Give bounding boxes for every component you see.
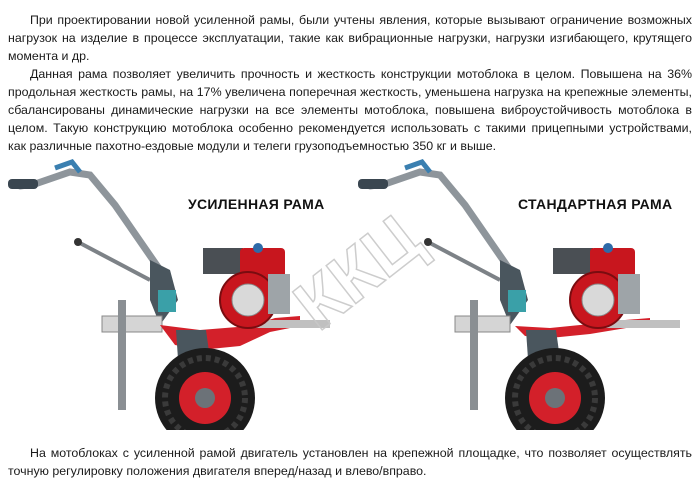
hitch-plate [455,316,510,332]
column-bracket [158,290,176,312]
engine-mount-paragraph: На мотоблоках с усиленной рамой двигатель установлен на крепежной площадке, что позволяет осуществлять точную регулировку положения двигателя вперед/назад и влево/вправо. [8,446,692,478]
column-bracket [508,290,526,312]
handle-grip [8,179,38,189]
reinforced-frame-label: УСИЛЕННАЯ РАМА [188,196,325,212]
support-leg [470,300,478,410]
intro-paragraph: При проектировании новой усиленной рамы, были учтены явления, которые вызывают ограничение возможных нагрузок на изделие в процессе эксплуатации, такие как вибрационные нагрузки, нагрузки изгибающего, крутящего момента и др. [8,13,692,63]
hitch-plate [102,316,162,332]
control-rod [78,242,150,280]
handlebar [20,172,160,270]
frame-benefits-paragraph: Данная рама позволяет увеличить прочность и жесткость конструкции мотоблока в целом. Повышена на 36% продольная жесткость рамы, на 17% увеличена поперечная жесткость, уменьшена нагрузка на крепежные элементы, сбалансированы динамические нагрузки на все элементы мотоблока, повышена виброустойчивость мотоблока в целом. Такую конструкцию мотоблока особенно рекомендуется использовать с такими прицепными устройствами, как различные пахотно-ездовые модули и телеги грузоподъемностью 350 кг и выше. [8,67,692,153]
standard-frame-label: СТАНДАРТНАЯ РАМА [518,196,673,212]
support-leg [118,300,126,410]
engine-cover [618,274,640,314]
svg-text:ККЦ: ККЦ [279,199,436,345]
air-filter [203,248,243,274]
air-filter [553,248,593,274]
